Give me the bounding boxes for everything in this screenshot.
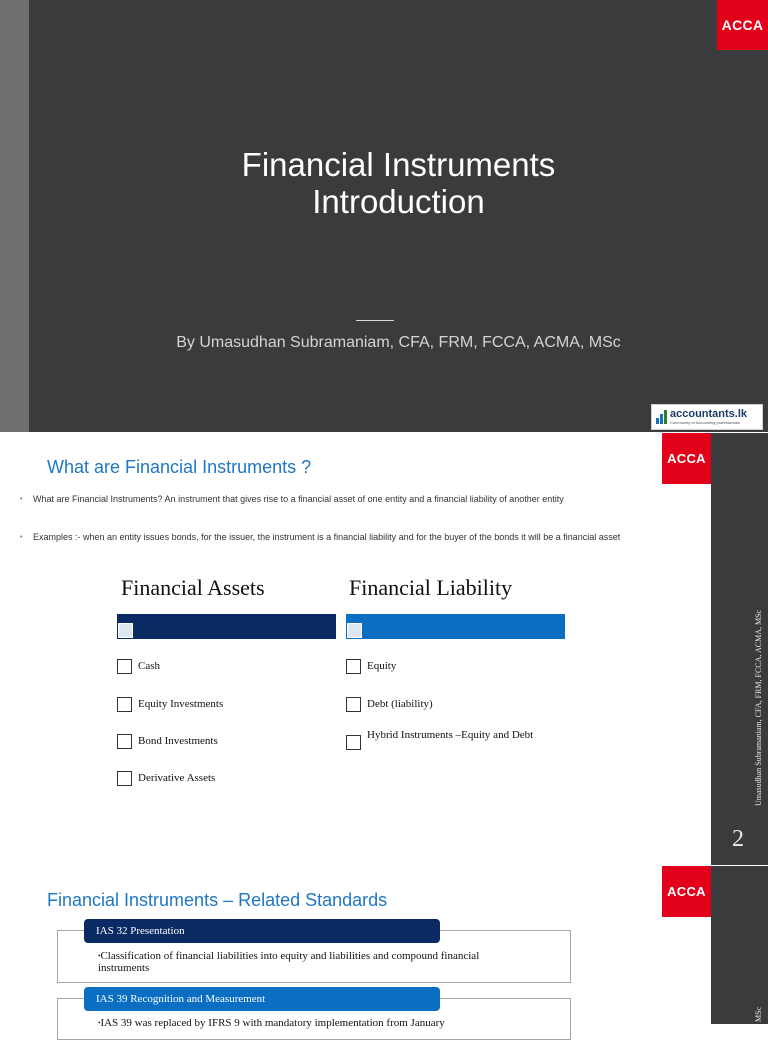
standard-title: IAS 39 Recognition and Measurement (84, 987, 440, 1011)
acca-logo: ACCA (662, 866, 711, 917)
checkbox-icon (118, 623, 133, 638)
bullet-dot-icon: • (20, 496, 23, 503)
liabilities-heading: Financial Liability (349, 575, 513, 600)
slide-heading: Financial Instruments – Related Standards (47, 890, 388, 910)
standard-body: •Classification of financial liabilities into equity and liabilities and compound financial instruments (98, 950, 480, 974)
checkbox-icon (346, 735, 361, 750)
liability-item: Equity (346, 659, 396, 674)
author-side-text: MSc (754, 1006, 763, 1022)
liabilities-header-band (346, 614, 565, 639)
bullet-item: • What are Financial Instruments? An instrument that gives rise to a financial asset of one entity and a financial liability of another entity (20, 488, 680, 511)
partner-logo-name: accountants.lk (670, 408, 748, 420)
title-divider (356, 320, 394, 321)
partner-logo-tagline: Community of Accounting professionals (670, 420, 741, 425)
standard-title: IAS 32 Presentation (84, 919, 440, 943)
acca-logo: ACCA (717, 0, 768, 50)
bar-chart-icon (656, 410, 667, 424)
checkbox-icon (117, 697, 132, 712)
bullet-dot-icon: • (98, 1019, 101, 1027)
checkbox-icon (347, 623, 362, 638)
slide-title (29, 146, 768, 220)
asset-item: Bond Investments (117, 734, 218, 749)
bullet-item: • Examples :- when an entity issues bonds, for the issuer, the instrument is a financial liability and for the buyer of the bonds it will be a financial asset (20, 526, 680, 549)
page-number: 2 (732, 826, 744, 852)
checkbox-icon (346, 659, 361, 674)
assets-heading: Financial Assets (121, 575, 265, 600)
slide-left-strip (0, 0, 29, 432)
assets-header-band (117, 614, 336, 639)
slide-heading: What are Financial Instruments ? (47, 457, 312, 477)
asset-item: Cash (117, 659, 160, 674)
asset-item: Derivative Assets (117, 771, 215, 786)
slide-title-line-1: Financial Instruments (241, 146, 556, 183)
bullet-dot-icon: • (20, 534, 23, 541)
checkbox-icon (117, 734, 132, 749)
accountants-lk-logo (651, 404, 763, 430)
acca-logo: ACCA (662, 433, 711, 484)
checkbox-icon (117, 659, 132, 674)
author-side-text: Umasudhan Subramaniam, CFA, FRM, FCCA, ACMA, MSc (754, 609, 763, 806)
checkbox-icon (346, 697, 361, 712)
slide-side-bar (711, 866, 768, 1024)
slide-title-line-2: Introduction (312, 183, 485, 220)
bullet-dot-icon: • (98, 952, 101, 960)
liability-item: Hybrid Instruments –Equity and Debt (346, 729, 556, 750)
checkbox-icon (117, 771, 132, 786)
standard-body: •IAS 39 was replaced by IFRS 9 with mandatory implementation from January (98, 1017, 445, 1029)
asset-item: Equity Investments (117, 697, 223, 712)
liability-item: Debt (liability) (346, 697, 433, 712)
author-subtitle: By Umasudhan Subramaniam, CFA, FRM, FCCA, ACMA, MSc (176, 334, 621, 351)
